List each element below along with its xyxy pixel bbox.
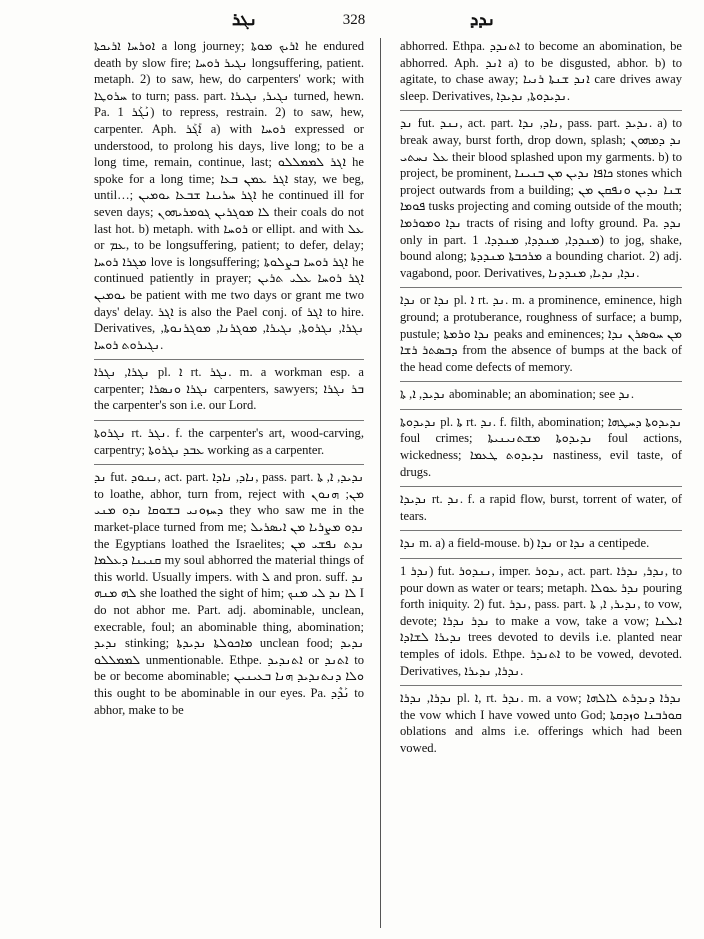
entry-nadida-flow: ܢܕܝܕܐ rt. ܢܕ. f. a rapid flow, burst, torrent of water, of tears.: [400, 486, 682, 524]
entry-ndara-vow: ܢܕܪܐ, ܢܕܪܐ pl. ܐ, rt. ܢܕܪ. m. a vow; ܢܕܪܐ ܕܢܕܪܬ ܠܐܠܗܐ the vow which I have vowed unto God; ܩܘܪܒܢܐ ܘܙܕܩܬܐ oblations and alms i.e. offerings which had been vowed.: [400, 685, 682, 756]
running-headword-right: ܢܕܕ: [470, 10, 496, 29]
entry-field-mouse: ܢܕܐ m. a) a field-mouse. b) ܢܕܐ or ܢܕܐ a centipede.: [400, 530, 682, 552]
entry-nada-prominence: ܢܕܐ or ܢܕܐ pl. ܐ rt. ܢܕ. m. a prominence, eminence, high ground; a protuberance, roughness of surface; a bump, pustule; ܢܕܐ ܘܪܡܬܐ peaks and eminences; ܡܢ ܚܘܣܪܢ ܢܕܐ ܕܒܣܬܪ ܪܫܐ from the absence of bumps at the back of the head come defects of memory.: [400, 287, 682, 375]
entry-nad-loathe: ܢܕ fut. ܢܢܘܕ, act. part. ܢܐܕ, ܢܐܕܐ, pass. part. ܢܕܝܕ, ܐ, ܬܐ to loathe, abhor, turn from, reject with ܡܢ; ܗܢܘܢ ܕܚܙܘܢܝ ܒܫܘܩܐ ܢܕܘ ܡܢܝ they who saw me in the market-place turned from me; ܢܕܘ ܡܨܪܝܐ ܡܢ ܐܝܣܪܝܠ the Egyptians loathed the Israelites; ܢܕܬ ܢܦܫܝ ܡܢ ܩܢܝܢܐ ܕܥܠܡܐ my soul abhorred the material things of this world. Usually impers. with ܠ and pron. suff. ܢܕ ܠܗ ܡܢܗ she loathed the sight of him; ܠܐ ܢܕ ܠܝ ܡܢܟ I do not abhor me. Part. adj. abominable, unclean, execrable, foul; an abominable thing, abomination; ܢܕܝܕ stinking; ܡܐܟܘܠܬܐ ܢܕܝܕܬܐ unclean food; ܢܕܝܕ ܠܡܡܠܠܘ unmentionable. Ethpe. ܐܬܢܕܝܕ or ܐܬܢܕ to be or become abominable; ܘܠܐ ܕܢܬܢܕܝܕ ܗܢܐ ܒܥܝܢܝܢ this ought to be abominable in our eyes. Pa. ܢܰܕܶܕ to abhor, make to be: [94, 464, 364, 718]
entry-nagara: ܢܓܪܐ, ܢܓܪܐ pl. ܐ rt. ܢܓܪ. m. a workman esp. a carpenter; ܢܓܪܐ ܘܢܣܪܐ carpenters, sawyers; ܒܪ ܢܓܪܐ the carpenter's son i.e. our Lord.: [94, 359, 364, 414]
entry-nad-burst: ܢܕ fut. ܢܢܕ, act. part. ܢܐܕ, ܢܕܐ, pass. part. ܢܕܝܕ. a) to break away, burst forth, drop down, splash; ܢܕ ܕܡܗܘܢ ܥܠ ܢܚܬܝ their blood splashed upon my garments. b) to project, be prominent, ܟܐܦܐ ܢܕܝܢ ܡܢ ܒܢܝܢܐ stones which project outwards from a building; ܫܢܐ ܢܕܝܢ ܘܢܦܩܢ ܡܢ ܦܘܡܐ tusks projecting and coming outside of the mouth; ܢܕܐ ܘܡܘܪܡܐ tracts of rising and lofty ground. Pa. ܢܕܕ only in part. ܡܢܕܕܐ, ܡܢܕܕܐ, ܡܢܕܕܐ. 1) to jog, shake, bound along; ܡܪܟܒܬܐ ܡܢܕܕܬܐ a bounding chariot. 2) adj. vagabond, poor. Derivatives, ܢܕܐ, ܢܕܝܐ, ܡܢܕܕܢܐ.: [400, 110, 682, 281]
column-divider: [380, 38, 381, 928]
entry-nad-continued: abhorred. Ethpa. ܐܬܢܕܕ to become an abomination, be abhorred. Aph. ܐܢܕ a) to be disgusted, abhor. b) to agitate, to chase away; ܐܢܕ ܫܢܬܐ ܪܢܝܐ care drives away sleep. Derivatives, ܢܕܝܕܘܬܐ, ܢܕܝܕܐ.: [400, 39, 683, 103]
left-column: [94, 38, 364, 724]
running-headword-left: ܢܓܪ: [232, 10, 258, 29]
entry-ngar-continued: ܐܘܪܚܐ ܐܪܝܟܬܐ a long journey; ܐܪܝܟ ܡܘܬܐ he endured death by slow fire; ܢܓܝܪ ܪܘܚܐ longsuffering, patient. metaph. 2) to saw, hew, do carpenters' work; with ܚܪܘܛܐ to turn; pass. part. ܢܓܝܪ, ܢܓܝܪܐ turned, hewn. Pa. ܢܰܓܰܪ 1) to repress, restrain. 2) to saw, hew, carpenter. Aph. ܐܰܓܰܪ a) with ܪܘܚܐ expressed or understood, to prolong his days, live long; to be a long time, remain, continue, last; ܐܓܪ ܠܡܡܠܠܘ he spoke for a long time; ܐܓܪ ܥܡܢ ܒܥܐ stay, we beg, until…; ܐܓܪ ܚܪܝܢܐ ܫܒܥܐ ܝܘܡܝܢ he continued ill for seven days; ܠܐ ܡܘܓܪܝܢ ܓܘܡܪܝܗܘܢ their coals do not last hot. b) metaph. with ܪܘܚܐ or ellipt. and with ܥܠ or ܥܡ, to be longsuffering, patient; to defer, delay; ܡܓܪܐ ܪܘܚܐ love is longsuffering; ܐܓܪ ܪܘܚܐ ܒܨܠܘܬܐ he continued patiently in prayer; ܐܓܪ ܪܘܚܐ ܥܠܝ ܬܪܝܢ ܝܘܡܝܢ be patient with me two days or grant me two days' delay. ܐܓܪ is also the Pael conj. of ܐܓܪ to hire. Derivatives, ܢܓܪܐ, ܢܓܪܘܬܐ, ܢܓܝܪܐ, ܡܘܓܪܢܐ, ܡܘܓܪܢܘܬܐ, ܢܓܝܪܘܬ ܪܘܚܐ.: [94, 39, 365, 352]
entry-nadiduta: ܢܕܝܕܘܬܐ pl. ܬܐ rt. ܢܕ. f. filth, abomination; ܢܕܝܕܘܬܐ ܕܚܛܗܐ foul crimes; ܢܕܝܕܘܬܐ ܡܫܬܢܝܢܝܬܐ foul actions, wickedness; ܢܕܝܕܘܬ ܛܥܡܐ nastiness, evil taste, of drugs.: [400, 409, 682, 480]
entry-nagaruta: ܢܓܪܘܬܐ rt. ܢܓܪ. f. the carpenter's art, wood-carving, carpentry; ܥܒܕ ܢܓܪܘܬܐ working as a carpenter.: [94, 420, 364, 458]
entry-nadid: ܢܕܝܕ, ܐ, ܬܐ abominable; an abomination; see ܢܕ.: [400, 381, 682, 403]
page-number: 328: [342, 12, 366, 28]
right-column: [400, 38, 682, 763]
entry-ndar: ܢܕܪ 1) fut. ܢܢܕܘܪ, imper. ܢܕܘܪ, act. part. ܢܕܪ, ܢܕܪܐ, to pour down as water or tears; metaph. ܢܕܪ ܥܘܠܐ pouring forth iniquity. 2) fut. ܢܕܪ, pass. part. ܢܕܝܪ, ܐ, ܬܐ, to vow, devote; ܢܕܪ ܢܕܪܐ to make a vow, take a vow; ܐܝܠܢܐ ܢܕܝܪܐ ܠܫܐܕܐ trees devoted to devils i.e. planted near temples of idols. Ethpe. ܐܬܢܕܪ to be vowed, devoted. Derivatives, ܢܕܪܐ, ܢܕܝܪܐ.: [400, 558, 682, 679]
